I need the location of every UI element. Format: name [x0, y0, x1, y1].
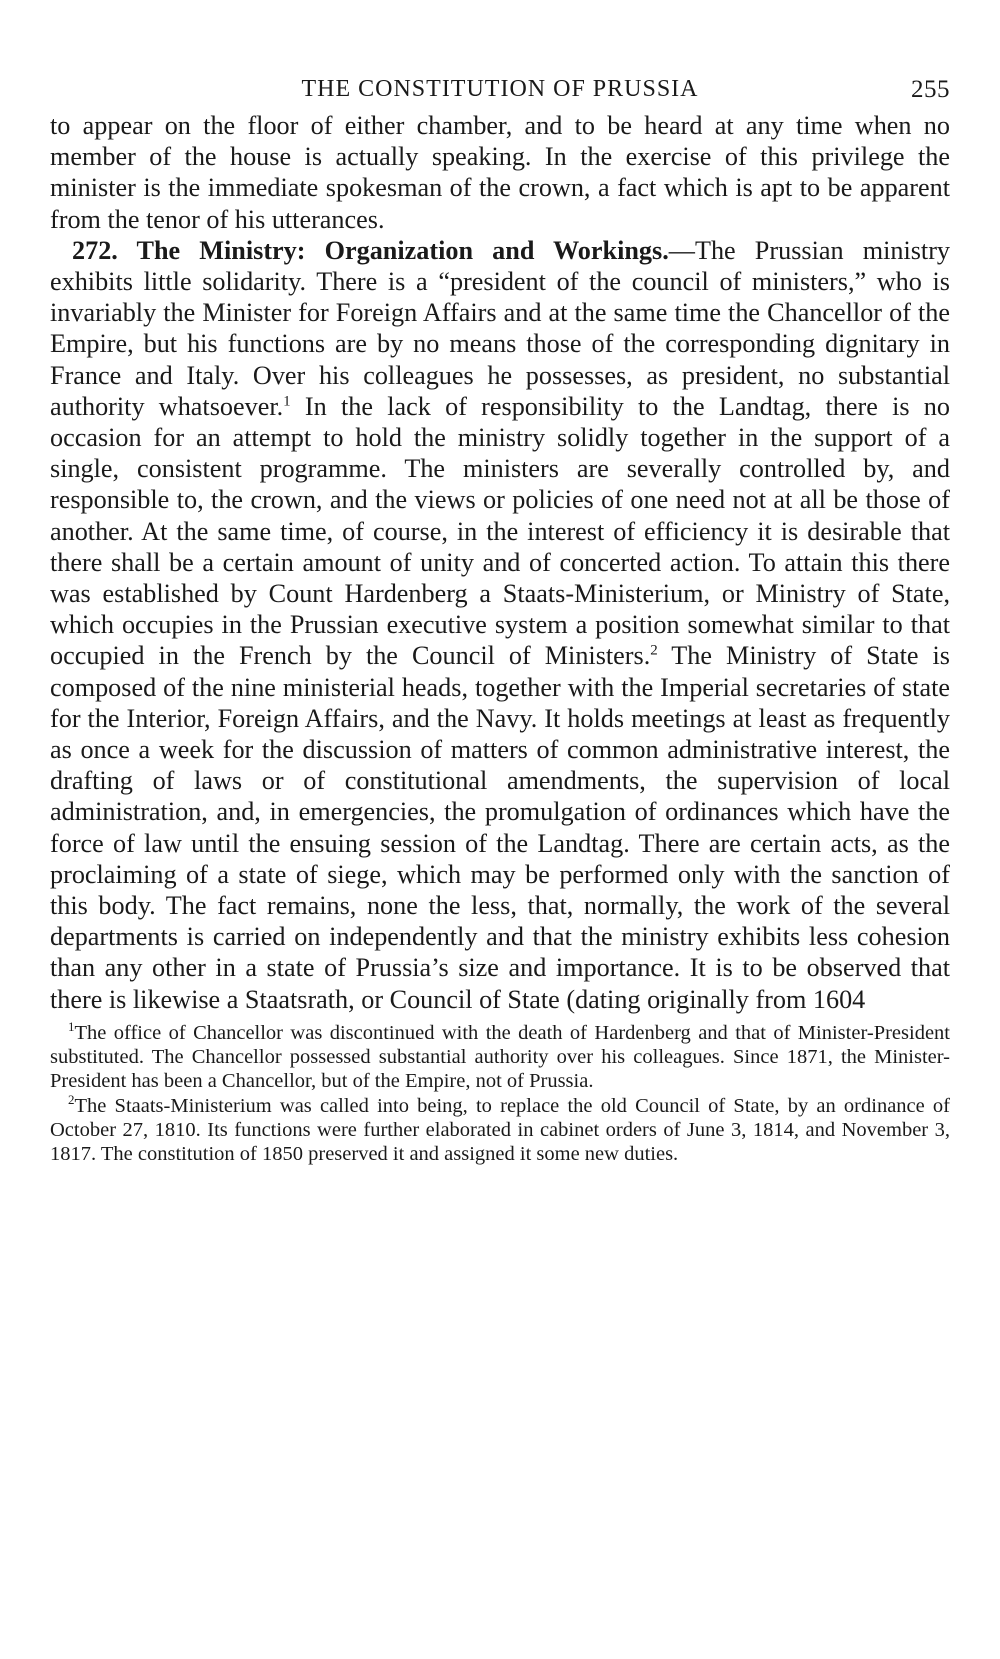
footnote-1-mark: 1	[68, 1019, 75, 1035]
book-page	[50, 70, 950, 1166]
footnote-2-mark: 2	[68, 1091, 75, 1107]
section-text-part-1: —The Prussian ministry exhibits little solidarity. There is a “president of the council of ministers,” who is invariably the Minister for Foreign Affairs and at the same time the Chancellor of the Empire, but his functions are by no means those of the corresponding dignitary in France and Italy. Over his colleagues he possesses, as president, no substantial authority whatsoever.	[50, 235, 951, 421]
running-head	[50, 70, 950, 110]
footnote-ref-1: 1	[283, 393, 291, 410]
footnote-1	[50, 1021, 950, 1094]
footnote-ref-2: 2	[650, 642, 658, 659]
footnote-2-text: The Staats-Ministerium was called into being, to replace the old Council of State, by an ordinance of October 27, 1810. Its functions were further elaborated in cabinet orders of June 3, 1814, and November 3, 1817. The constitution of 1850 preserved it and assigned it some new duties.	[50, 1094, 950, 1165]
footnote-1-text: The office of Chancellor was discontinued with the death of Hardenberg and that of Minister-President substituted. The Chancellor possessed substantial authority over his colleagues. Since 1871, the Minister-President has been a Chancellor, but of the Empire, not of Prussia.	[50, 1021, 950, 1093]
footnotes	[50, 1021, 950, 1166]
body-text	[50, 110, 950, 1015]
running-title: THE CONSTITUTION OF PRUSSIA	[301, 76, 699, 102]
section-text-part-3: The Ministry of State is composed of the nine ministerial heads, together with the Imperial secretaries of state for the Interior, Foreign Affairs, and the Navy. It holds meetings at least as frequently as once a week for the discussion of matters of common administrative interest, the drafting of laws or of constitutional amendments, the supervision of local administration, and, in emergencies, the promulgation of ordinances which have the force of law until the ensuing session of the Landtag. There are certain acts, as the proclaiming of a state of siege, which may be performed only with the sanction of this body. The fact remains, none the less, that, normally, the work of the several departments is carried on independently and that the ministry exhibits less cohesion than any other in a state of Prussia’s size and importance. It is to be observed that there is likewise a Staatsrath, or Council of State (dating originally from 1604	[50, 641, 950, 1014]
footnote-2	[50, 1091, 950, 1167]
page-number: 255	[911, 76, 950, 103]
section-paragraph	[50, 235, 950, 1015]
paragraph-continued: to appear on the floor of either chamber, and to be heard at any time when no member of the house is actually speaking. In the exercise of this privilege the minister is the immediate spokesman of the crown, a fact which is apt to be apparent from the tenor of his utterances.	[50, 111, 950, 234]
section-text-part-2: In the lack of responsibility to the Landtag, there is no occasion for an attempt to hold the ministry solidly together in the support of a single, consistent programme. The ministers are severally controlled by, and responsible to, the crown, and the views or policies of one need not at all be those of another. At the same time, of course, in the interest of efficiency it is desirable that there shall be a certain amount of unity and of concerted action. To attain this there was established by Count Hardenberg a Staats-Ministerium, or Ministry of State, which occupies in the Prussian executive system a position somewhat similar to that occupied in the French by the Council of Ministers.	[50, 391, 950, 671]
section-heading: 272. The Ministry: Organization and Workings.	[72, 235, 669, 265]
